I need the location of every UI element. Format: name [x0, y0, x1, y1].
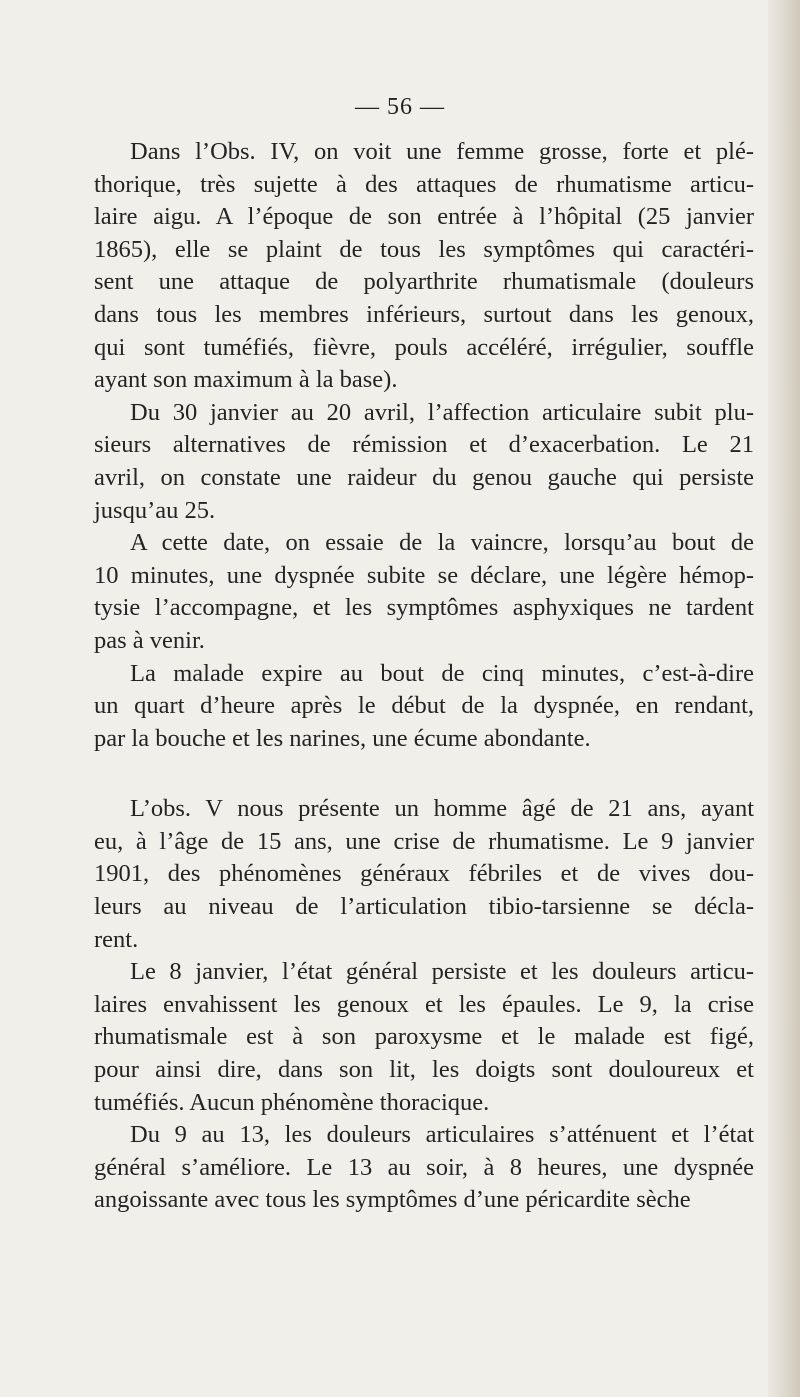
text-line: rhumatismale est à son paroxysme et le malade est figé,	[94, 1023, 754, 1051]
text-line: jusqu’au 25.	[94, 496, 216, 524]
paragraph-course	[94, 397, 754, 527]
paragraph-january-8	[94, 956, 754, 1119]
text-line: par la bouche et les narines, une écume abondante.	[94, 724, 591, 752]
text-line: sent une attaque de polyarthrite rhumatismale (douleurs	[94, 268, 754, 296]
paragraph-dyspnea	[94, 527, 754, 657]
text-line: La malade expire au bout de cinq minutes, c’est-à-dire	[130, 659, 754, 687]
text-line: 10 minutes, une dyspnée subite se déclare, une légère hémop-	[94, 561, 754, 589]
text-line: angoissante avec tous les symptômes d’une péricardite sèche	[94, 1186, 691, 1214]
text-line: laires envahissent les genoux et les épaules. Le 9, la crise	[94, 990, 754, 1018]
text-line: un quart d’heure après le début de la dyspnée, en rendant,	[94, 692, 754, 720]
text-line: 1865), elle se plaint de tous les symptômes qui caractéri-	[94, 235, 754, 263]
text-line: leurs au niveau de l’articulation tibio-tarsienne se décla-	[94, 893, 754, 921]
text-line: ayant son maximum à la base).	[94, 366, 398, 394]
text-line: eu, à l’âge de 15 ans, une crise de rhumatisme. Le 9 janvier	[94, 827, 754, 855]
text-line: Le 8 janvier, l’état général persiste et les douleurs articu-	[130, 958, 754, 986]
text-line: laire aigu. A l’époque de son entrée à l’hôpital (25 janvier	[94, 203, 754, 231]
text-line: thorique, très sujette à des attaques de rhumatisme articu-	[94, 170, 754, 198]
page-number: — 56 —	[355, 94, 445, 120]
text-line: tysie l’accompagne, et les symptômes asphyxiques ne tardent	[94, 594, 754, 622]
text-line: général s’améliore. Le 13 au soir, à 8 heures, une dyspnée	[94, 1153, 754, 1181]
text-line: sieurs alternatives de rémission et d’exacerbation. Le 21	[94, 431, 754, 459]
text-line: qui sont tuméfiés, fièvre, pouls accéléré, irrégulier, souffle	[94, 333, 754, 361]
paragraph-death	[94, 658, 754, 756]
text-line: tuméfiés. Aucun phénomène thoracique.	[94, 1088, 490, 1116]
text-line: pas à venir.	[94, 626, 205, 654]
text-line: Dans l’Obs. IV, on voit une femme grosse, forte et plé-	[130, 138, 754, 165]
text-line: Du 30 janvier au 20 avril, l’affection articulaire subit plu-	[130, 398, 754, 426]
text-line: pour ainsi dire, dans son lit, les doigts sont douloureux et	[94, 1056, 754, 1084]
body-text	[94, 136, 754, 1217]
paragraph-obs-iv	[94, 136, 754, 397]
page-edge-shadow	[768, 0, 800, 1397]
text-line: dans tous les membres inférieurs, surtout dans les genoux,	[94, 300, 754, 328]
text-line: Du 9 au 13, les douleurs articulaires s’atténuent et l’état	[130, 1121, 754, 1149]
text-line: A cette date, on essaie de la vaincre, lorsqu’au bout de	[130, 529, 754, 557]
text-line: rent.	[94, 925, 139, 953]
text-line: L’obs. V nous présente un homme âgé de 21 ans, ayant	[130, 795, 754, 823]
text-line: 1901, des phénomènes généraux fébriles et de vives dou-	[94, 860, 754, 888]
text-line: avril, on constate une raideur du genou gauche qui persiste	[94, 463, 754, 491]
paragraph-gap	[94, 755, 754, 793]
paragraph-obs-v	[94, 793, 754, 956]
paragraph-january-9-13	[94, 1119, 754, 1217]
